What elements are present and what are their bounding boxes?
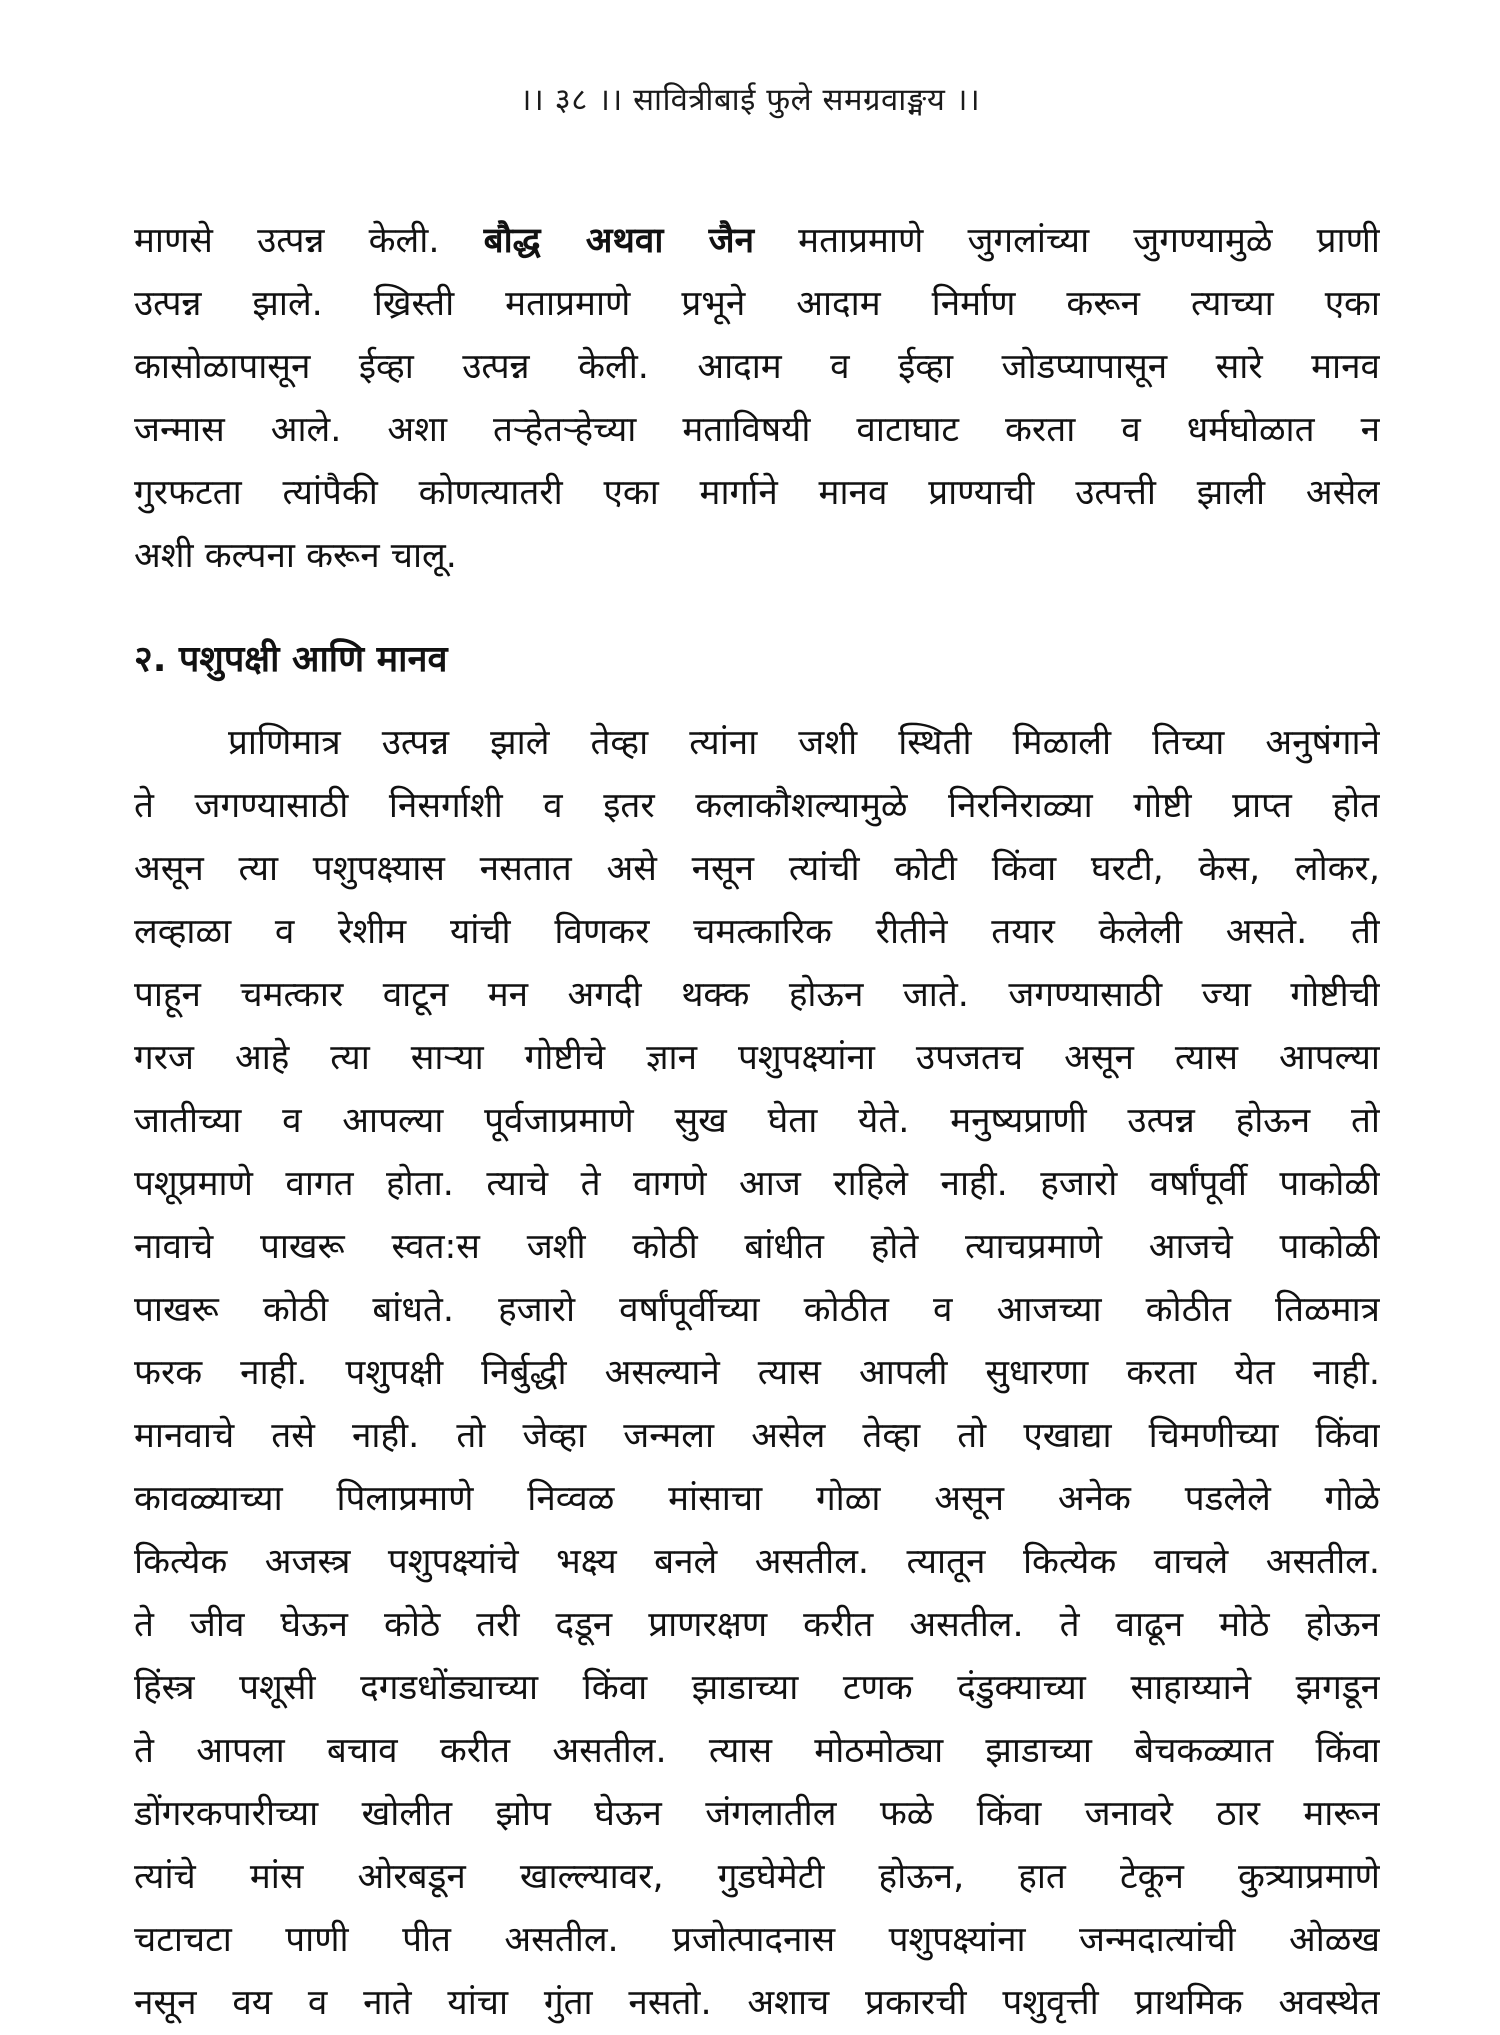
text-line: त्यांचे मांस ओरबडून खाल्ल्यावर, गुडघेमेटी होऊन, हात टेकून कुत्र्याप्रमाणे — [134, 1857, 1380, 1897]
text-line: प्राणिमात्र उत्पन्न झाले तेव्हा त्यांना जशी स्थिती मिळाली तिच्या अनुषंगाने — [228, 723, 1380, 763]
text-line: अशी कल्पना करून चालू. — [134, 536, 457, 576]
paragraph-1 — [134, 210, 1380, 588]
text-line: कित्येक अजस्त्र पशुपक्ष्यांचे भक्ष्य बनले असतील. त्यातून कित्येक वाचले असतील. — [134, 1542, 1380, 1582]
text-line: गरज आहे त्या साऱ्या गोष्टीचे ज्ञान पशुपक्ष्यांना उपजतच असून त्यास आपल्या — [134, 1038, 1380, 1078]
text-line: चटाचटा पाणी पीत असतील. प्रजोत्पादनास पशुपक्ष्यांना जन्मदात्यांची ओळख — [134, 1920, 1380, 1960]
text-line: ते जगण्यासाठी निसर्गाशी व इतर कलाकौशल्यामुळे निरनिराळ्या गोष्टी प्राप्त होत — [134, 786, 1380, 826]
text-line: जातीच्या व आपल्या पूर्वजाप्रमाणे सुख घेता येते. मनुष्यप्राणी उत्पन्न होऊन तो — [134, 1101, 1380, 1141]
text-line: उत्पन्न झाले. ख्रिस्ती मताप्रमाणे प्रभूने आदाम निर्माण करून त्याच्या एका — [134, 284, 1380, 324]
text-line: फरक नाही. पशुपक्षी निर्बुद्धी असल्याने त्यास आपली सुधारणा करता येत नाही. — [134, 1353, 1380, 1393]
text-line — [134, 210, 1380, 273]
text-line: पाहून चमत्कार वाटून मन अगदी थक्क होऊन जाते. जगण्यासाठी ज्या गोष्टीची — [134, 975, 1380, 1015]
text-line: नसून वय व नाते यांचा गुंता नसतो. अशाच प्रकारची पशुवृत्ती प्राथमिक अवस्थेत — [134, 1983, 1380, 2023]
text-line: असून त्या पशुपक्ष्यास नसतात असे नसून त्यांची कोटी किंवा घरटी, केस, लोकर, — [134, 849, 1380, 889]
text-line: कावळ्याच्या पिलाप्रमाणे निव्वळ मांसाचा गोळा असून अनेक पडलेले गोळे — [134, 1479, 1380, 1519]
text-line: डोंगरकपारीच्या खोलीत झोप घेऊन जंगलातील फळे किंवा जनावरे ठार मारून — [134, 1794, 1380, 1834]
text-line: कासोळापासून ईव्हा उत्पन्न केली. आदाम व ईव्हा जोडप्यापासून सारे मानव — [134, 347, 1380, 387]
text-line: हिंस्त्र पशूसी दगडधोंड्याच्या किंवा झाडाच्या टणक दंडुक्याच्या साहाय्याने झगडून — [134, 1668, 1380, 1708]
section-heading: २. पशुपक्षी आणि मानव — [134, 639, 448, 680]
text-line: ते जीव घेऊन कोठे तरी दडून प्राणरक्षण करीत असतील. ते वाढून मोठे होऊन — [134, 1605, 1380, 1645]
running-header: ।। ३८ ।। सावित्रीबाई फुले समग्रवाङ्मय ।। — [519, 82, 981, 118]
text-line: ते आपला बचाव करीत असतील. त्यास मोठमोठ्या झाडाच्या बेचकळ्यात किंवा — [134, 1731, 1380, 1771]
text-line: लव्हाळा व रेशीम यांची विणकर चमत्कारिक रीतीने तयार केलेली असते. ती — [134, 912, 1380, 952]
text-segment: मताप्रमाणे जुगलांच्या जुगण्यामुळे प्राणी — [754, 221, 1380, 261]
bold-phrase: बौद्ध अथवा जैन — [483, 221, 755, 261]
text-segment: माणसे उत्पन्न केली. — [134, 221, 484, 261]
text-line: जन्मास आले. अशा तऱ्हेतऱ्हेच्या मताविषयी वाटाघाट करता व धर्मघोळात न — [134, 410, 1380, 450]
text-line: गुरफटता त्यांपैकी कोणत्यातरी एका मार्गाने मानव प्राण्याची उत्पत्ती झाली असेल — [134, 473, 1380, 513]
text-line: नावाचे पाखरू स्वत:स जशी कोठी बांधीत होते त्याचप्रमाणे आजचे पाकोळी — [134, 1227, 1380, 1267]
text-line: पशूप्रमाणे वागत होता. त्याचे ते वागणे आज राहिले नाही. हजारो वर्षांपूर्वी पाकोळी — [134, 1164, 1380, 1204]
text-line: पाखरू कोठी बांधते. हजारो वर्षांपूर्वीच्या कोठीत व आजच्या कोठीत तिळमात्र — [134, 1290, 1380, 1330]
paragraph-2 — [134, 712, 1380, 2035]
text-line: मानवाचे तसे नाही. तो जेव्हा जन्मला असेल तेव्हा तो एखाद्या चिमणीच्या किंवा — [134, 1416, 1380, 1456]
